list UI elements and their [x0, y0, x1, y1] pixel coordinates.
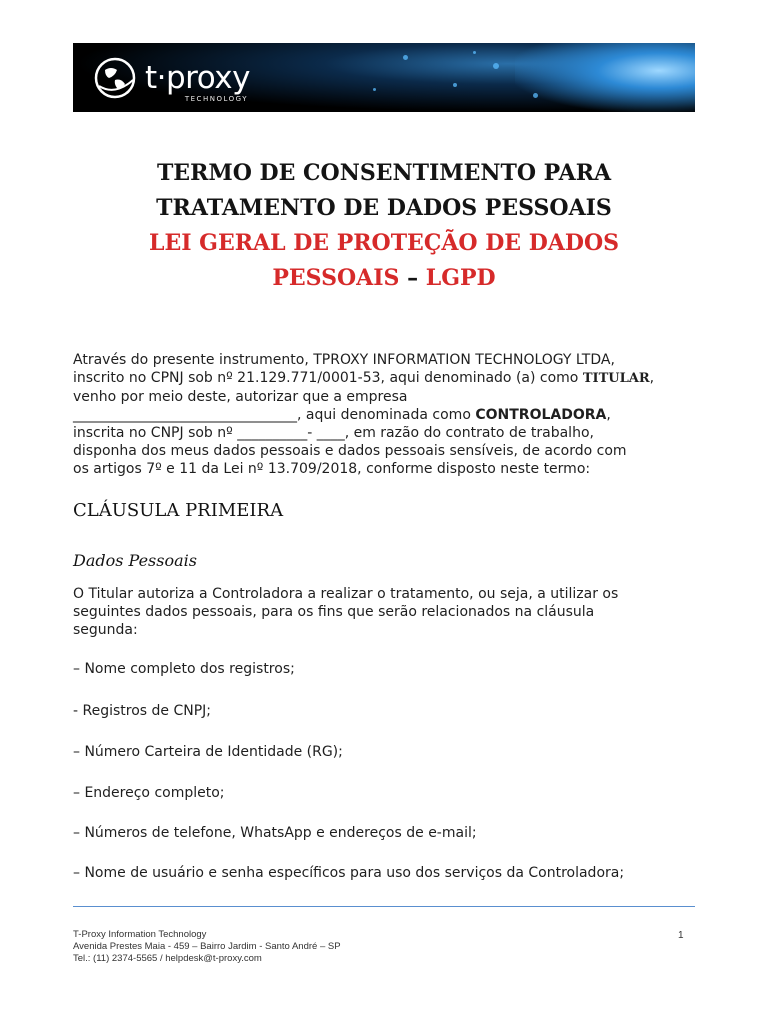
banner-glow: [515, 43, 695, 112]
list-item: – Números de telefone, WhatsApp e endereços de e-mail;: [73, 825, 477, 841]
footer-divider: [73, 906, 695, 907]
banner-light-dot: [473, 51, 476, 54]
intro-line: Através do presente instrumento, TPROXY INFORMATION TECHNOLOGY LTDA,: [73, 352, 615, 368]
list-item: – Nome completo dos registros;: [73, 661, 295, 677]
intro-line: os artigos 7º e 11 da Lei nº 13.709/2018, conforme disposto neste termo:: [73, 461, 591, 477]
footer-contact: Tel.: (11) 2374-5565 / helpdesk@t-proxy.com: [73, 953, 262, 964]
intro-line: venho por meio deste, autorizar que a empresa: [73, 389, 408, 405]
clause-paragraph: [73, 585, 695, 639]
banner-light-dot: [453, 83, 457, 87]
brand-name: t·proxy: [145, 60, 250, 96]
document-title: [73, 156, 695, 296]
page-number: 1: [678, 930, 684, 941]
footer-company: T-Proxy Information Technology: [73, 929, 207, 940]
clause-line: segunda:: [73, 622, 138, 638]
company-logo: [93, 53, 250, 103]
page-footer: [73, 929, 341, 965]
title-line-1: TERMO DE CONSENTIMENTO PARA: [156, 160, 612, 186]
intro-text: ,: [606, 407, 611, 423]
banner-light-dot: [533, 93, 538, 98]
banner-light-dot: [493, 63, 499, 69]
banner-light-dot: [373, 88, 376, 91]
footer-address: Avenida Prestes Maia - 459 – Bairro Jardim - Santo André – SP: [73, 941, 341, 952]
title-line-3: LEI GERAL DE PROTEÇÃO DE DADOS: [148, 230, 620, 256]
title-line-4-a: PESSOAIS: [272, 265, 400, 291]
clause-line: seguintes dados pessoais, para os fins que serão relacionados na cláusula: [73, 604, 595, 620]
intro-text: ________________________________, aqui denominada como: [73, 407, 476, 423]
intro-text: ,: [649, 370, 655, 386]
title-line-4-b: LGPD: [425, 265, 496, 291]
clause-line: O Titular autoriza a Controladora a realizar o tratamento, ou seja, a utilizar os: [73, 586, 619, 602]
clause-subheading: Dados Pessoais: [73, 551, 197, 570]
title-line-4: [73, 261, 695, 296]
brand-subtitle: TECHNOLOGY: [184, 95, 248, 103]
controladora-term: CONTROLADORA: [475, 407, 607, 423]
intro-line: [73, 406, 695, 424]
banner-light-dot: [403, 55, 408, 60]
header-banner: [73, 43, 695, 112]
list-item: – Nome de usuário e senha específicos para uso dos serviços da Controladora;: [73, 865, 625, 881]
brand-wordmark: [145, 60, 250, 103]
clause-heading: CLÁUSULA PRIMEIRA: [73, 500, 284, 521]
intro-text: inscrito no CPNJ sob nº 21.129.771/0001-53, aqui denominado (a) como: [73, 370, 583, 386]
list-item: – Número Carteira de Identidade (RG);: [73, 744, 343, 760]
intro-paragraph: [73, 351, 695, 478]
title-dash: –: [407, 265, 419, 291]
title-line-2: TRATAMENTO DE DADOS PESSOAIS: [156, 195, 612, 221]
intro-line: disponha dos meus dados pessoais e dados pessoais sensíveis, de acordo com: [73, 443, 627, 459]
titular-term: TITULAR: [582, 371, 650, 386]
intro-line: inscrita no CNPJ sob nº __________- ____, em razão do contrato de trabalho,: [73, 425, 594, 441]
list-item: – Endereço completo;: [73, 785, 225, 801]
list-item: - Registros de CNPJ;: [73, 703, 212, 719]
globe-icon: [93, 56, 137, 100]
intro-line: [73, 369, 695, 388]
